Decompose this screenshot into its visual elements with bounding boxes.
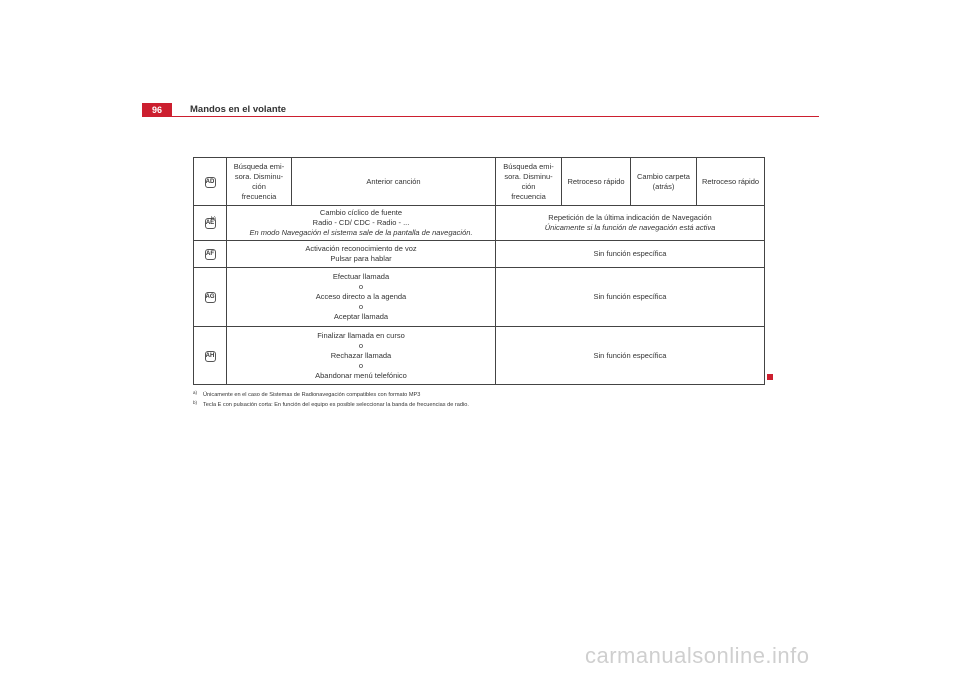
key-badge: AF <box>205 249 216 260</box>
table-cell <box>227 206 496 241</box>
cell-line: Pulsar para hablar <box>330 254 392 263</box>
cell-line: Retroceso rápido <box>701 176 760 186</box>
cell-line: o <box>358 340 364 350</box>
key-badge: AE <box>205 218 216 229</box>
table-cell <box>562 158 631 206</box>
cell-line: Rechazar llamada <box>330 350 392 360</box>
table-cell <box>496 268 765 327</box>
cell-line: Cambio cíclico de fuente <box>319 208 403 217</box>
cell-line: o <box>358 302 364 311</box>
cell-line: Anterior canción <box>366 176 421 186</box>
cell-line: Sin función específica <box>593 292 667 301</box>
cell-line: Abandonar menú telefónico <box>315 370 407 380</box>
table-row <box>194 158 765 206</box>
key-badge: AH <box>205 351 216 362</box>
table-cell <box>496 327 765 385</box>
key-badge: AD <box>205 177 216 188</box>
cell-line: Radio - CD/ CDC - Radio - ... <box>312 218 410 227</box>
cell-line: frecuencia <box>241 191 277 201</box>
cell-line: Finalizar llamada en curso <box>317 330 405 340</box>
cell-line: sora. Disminu- <box>234 171 284 181</box>
footnote-ref: b) <box>211 216 216 222</box>
key-cell <box>194 206 227 241</box>
page-title: Mandos en el volante <box>190 104 287 115</box>
cell-line: ción <box>521 181 536 191</box>
cell-line: Sin función específica <box>593 249 667 258</box>
cell-line: En modo Navegación el sistema sale de la pantalla de navegación. <box>249 228 473 237</box>
cell-line: o <box>358 360 364 370</box>
watermark: carmanualsonline.info <box>585 643 810 668</box>
footnote-text: Tecla E con pulsación corta: En función del equipo es posible seleccionar la banda de frecuencias de radio. <box>203 402 469 408</box>
table-cell <box>631 158 697 206</box>
table-cell <box>496 206 765 241</box>
table-cell <box>227 268 496 327</box>
cell-line: Repetición de la última indicación de Navegación <box>548 213 712 222</box>
cell-line: o <box>358 282 364 291</box>
cell-line: Búsqueda emi- <box>503 161 554 171</box>
cell-line: Aceptar llamada <box>333 312 389 321</box>
key-cell <box>194 268 227 327</box>
table-cell <box>227 327 496 385</box>
cell-line: Activación reconocimiento de voz <box>305 244 417 253</box>
table-cell <box>227 241 496 268</box>
footnote-mark: b) <box>193 400 198 405</box>
cell-line: Acceso directo a la agenda <box>315 292 407 301</box>
page-number: 96 <box>142 103 172 117</box>
page-header <box>142 103 819 117</box>
key-cell <box>194 327 227 385</box>
table-cell <box>292 158 496 206</box>
table-cell <box>697 158 765 206</box>
cell-line: (atrás) <box>652 181 675 191</box>
cell-line: Únicamente si la función de navegación está activa <box>544 223 716 232</box>
footnote-mark: a) <box>193 390 198 395</box>
cell-line: Sin función específica <box>593 350 667 360</box>
section-end-marker <box>767 374 773 380</box>
table-row <box>194 206 765 241</box>
cell-line: Efectuar llamada <box>332 272 390 281</box>
table-row <box>194 327 765 385</box>
table-cell <box>227 158 292 206</box>
key-badge: AG <box>205 292 216 303</box>
footnote-text: Únicamente en el caso de Sistemas de Radionavegación compatibles con formato MP3 <box>203 392 421 398</box>
cell-line: ción <box>252 181 266 191</box>
cell-line: Cambio carpeta <box>637 171 690 181</box>
cell-line: Retroceso rápido <box>567 176 625 186</box>
table-cell <box>496 158 562 206</box>
table-row <box>194 268 765 327</box>
cell-line: Búsqueda emi- <box>233 161 285 171</box>
key-cell <box>194 158 227 206</box>
cell-line: sora. Disminu- <box>504 171 553 181</box>
table-row <box>194 241 765 268</box>
key-cell <box>194 241 227 268</box>
table-cell <box>496 241 765 268</box>
cell-line: frecuencia <box>511 191 546 201</box>
header-rule <box>172 116 819 117</box>
steering-controls-table <box>193 157 765 385</box>
